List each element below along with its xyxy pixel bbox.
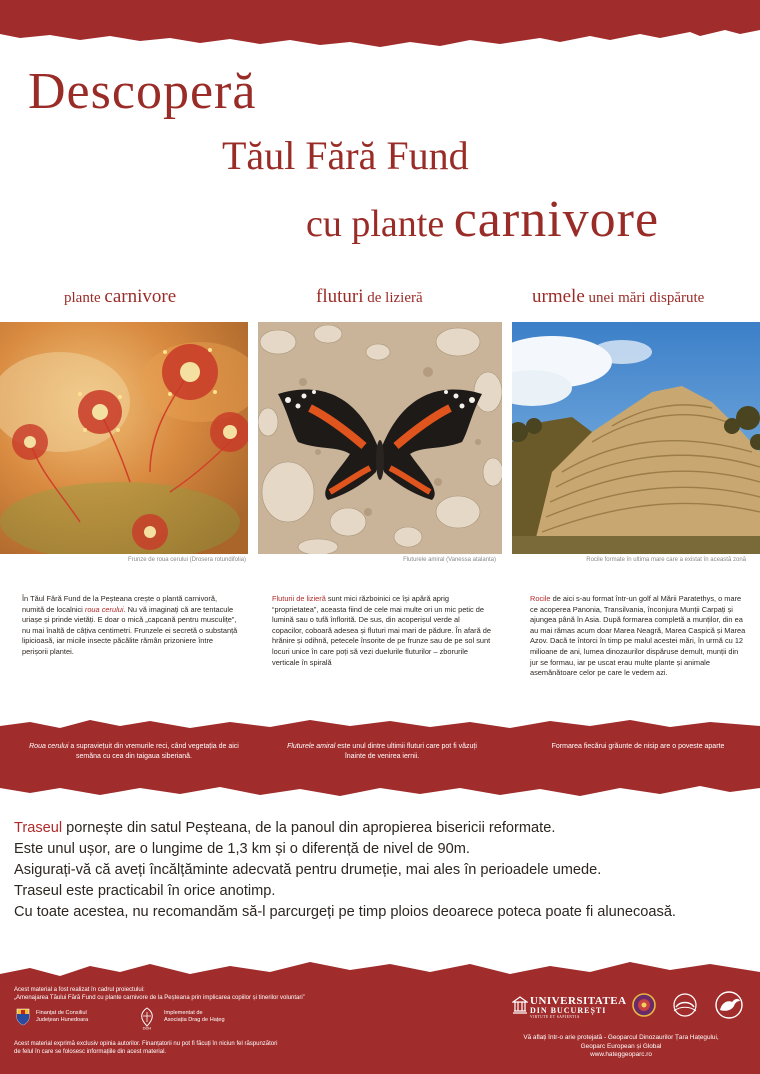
- footer-project-info: Acest material a fost realizat în cadrul proiectului: „Amenajarea Tăului Fără Fund cu plante carnivore de la Peșteana prin implicarea copiilor și tinerilor voluntari”: [14, 987, 305, 1001]
- photo-caption-sandstone: Rocile formate în ultima mare care a existat în această zonă: [586, 557, 746, 563]
- title-line-2: Tăul Fără Fund: [222, 133, 469, 178]
- column-heading-carnivorous: plante carnivore: [64, 286, 177, 307]
- university-logo-text: UNIVERSITATEA DIN BUCUREȘTI VIRTUTE ET SAPIENTIA: [530, 995, 627, 1019]
- implementer-label: Implementat de Asociația Drag de Hațeg: [164, 1010, 225, 1023]
- photo-caption-sundew: Frunze de roua cerului (Drosera rotundifolia): [127, 557, 246, 563]
- sandstone-photo: [512, 322, 760, 554]
- funder-label: Finanțat de Consiliul Județean Hunedoara: [36, 1010, 89, 1023]
- dinosaur-logo-icon: [712, 990, 746, 1020]
- fact-butterflies: Fluturele amiral este unul dintre ultimii fluturi care pot fi văzuți înainte de venirea iernii.: [287, 743, 477, 760]
- sundew-photo: [0, 322, 248, 554]
- body-text-butterflies: Fluturii de lizieră sunt mici războinici ce își apără aprig “proprietatea”, aceasta fiind de cele mai multe ori un mic petic de lumină sau o tufă înflorită. De sus, din acoperișul verde al copacilor, coboară adesea și fluturi mai mari de pădure. În afară de hrănire și odihnă, petecele însorite de pe frunze sau de pe sol sunt locuri unice în care poți să vezi duelurile fluturilor – zborurile verticale în spirală: [272, 594, 491, 667]
- fact-carnivorous: Roua cerului a supraviețuit din vremurile reci, când vegetația de aici semăna cu cea din taigaua siberiană.: [29, 743, 239, 760]
- top-torn-band: [0, 0, 760, 48]
- photo-caption-butterfly: Fluturele amiral (Vanessa atalanta): [403, 557, 496, 563]
- geopark-globe-icon: [630, 992, 658, 1018]
- university-crest-icon: [512, 996, 528, 1014]
- trail-info: Traseul pornește din satul Peșteana, de la panoul din apropierea bisericii reformate. Este unul ușor, are o lungime de 1,3 km și o diferență de nivel de 90m. Asigurați-vă că aveți încălțăminte adecvată pentru drumeție, mai ales în perioadele umede. Traseul este practicabil în orice anotimp. Cu toate acestea, nu recomandăm să-l parcurgeți pe timp ploios deoarece poteca poate fi alunecoasă.: [14, 820, 676, 920]
- footer-protected-area: Vă aflați într-o arie protejată - Geoparcul Dinozaurilor Țara Hațegului, Geoparc European și Global www.hateggeoparc.ro: [496, 1034, 746, 1060]
- title-line-1: Descoperă: [28, 63, 257, 120]
- column-heading-sea: urmele unei mări dispărute: [532, 286, 705, 307]
- ddh-logo-text: DDH: [142, 1025, 152, 1030]
- body-text-sea: Rocile de aici s-au format într-un golf al Mării Paratethys, o mare ce acoperea Panonia, Transilvania, înconjura Munții Carpați și ajungea până în Asia. După formarea completă a munților, din ea au mai rămas acum doar Marea Neagră, Marea Caspică și Marea Azov. Dacă te întorci în timp pe malul acestei mări, în urmă cu 12 milioane de ani, lumea dinozaurilor dispăruse demult, munții din jur se formau, iar pe uscat erau multe plante și animale asemănătoare celor pe care le vedem azi.: [530, 594, 746, 678]
- footer-disclaimer: Acest material exprimă exclusiv opinia autorilor. Finanțatorii nu pot fi făcuți în niciun fel răspunzători de felul în care se folosesc informațiile din acest material.: [14, 1041, 278, 1055]
- geopark-website-link[interactable]: www.hateggeoparc.ro: [590, 1051, 652, 1059]
- fact-sea: Formarea fiecărui grăunte de nisip are o poveste aparte: [551, 743, 725, 750]
- hunedoara-crest-icon: [16, 1008, 30, 1026]
- ddh-logo-icon: [136, 1006, 158, 1030]
- butterfly-photo: [258, 322, 502, 554]
- body-text-carnivorous: În Tăul Fără Fund de la Peșteana crește o plantă carnivoră, numită de localnici roua cerului. Nu vă imaginați că are tentacule uriașe și prinde vietăți. E doar o mică „capcană pentru musculițe”, nu mai înaltă de câțiva centimetri. Frunzele ei secretă o substanță lipicioasă, iar micile insecte păcălite rămân prizoniere între perișorii plantei.: [22, 594, 238, 656]
- title-line-3: cu plante carnivore: [306, 191, 660, 248]
- column-heading-butterflies: fluturi de lizieră: [316, 286, 423, 307]
- unesco-geopark-icon: [668, 992, 702, 1018]
